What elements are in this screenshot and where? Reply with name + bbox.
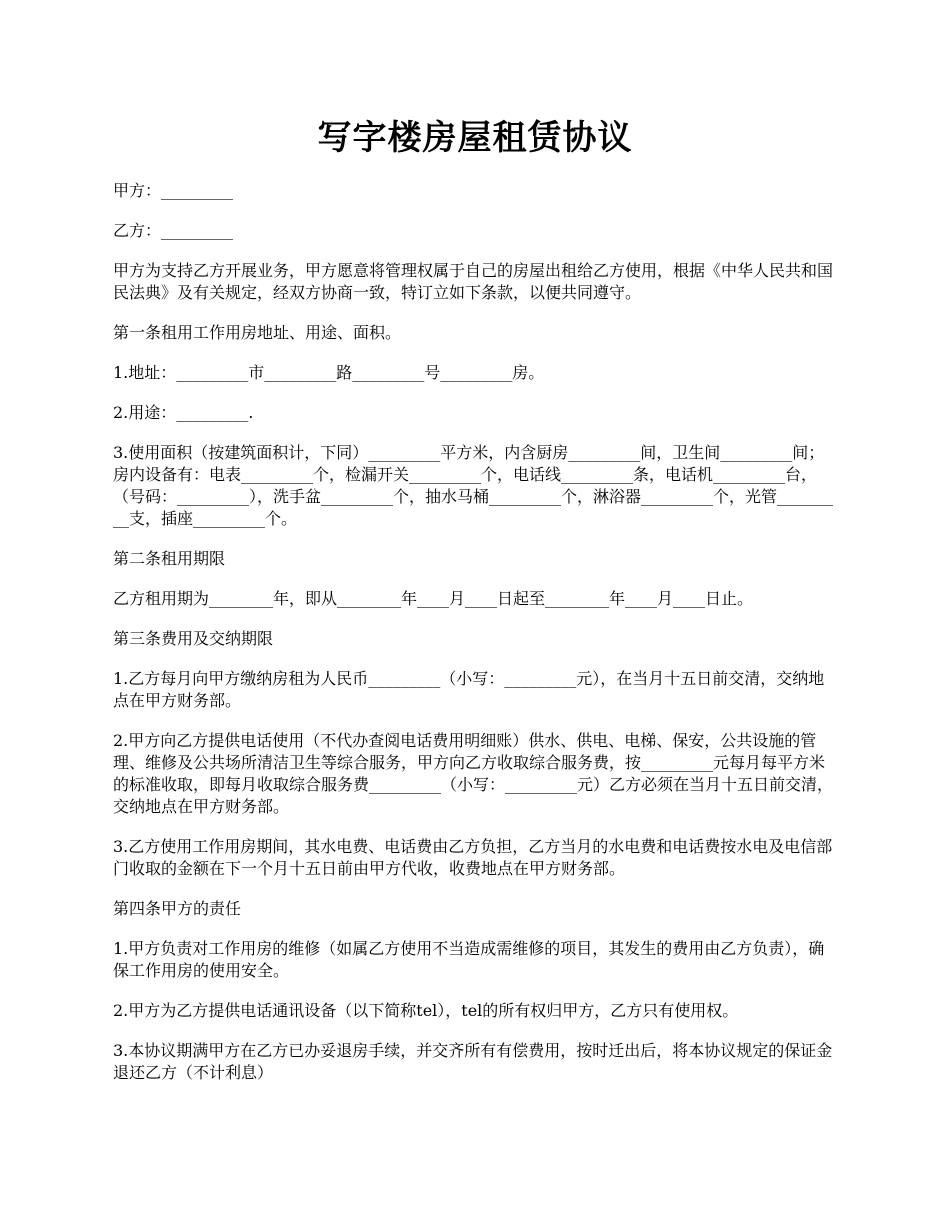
- article-1-clause-2: 2.用途：_________.: [113, 403, 254, 422]
- party-a-line: 甲方：_________: [113, 181, 234, 200]
- article-3-clause-1: 1.乙方每月向甲方缴纳房租为人民币_________（小写：_________元），在当月十五日前交清，交纳地点在甲方财务部。: [113, 669, 825, 710]
- article-4-clause-3: 3.本协议期满甲方在乙方已办妥退房手续，并交齐所有有偿费用，按时迁出后，将本协议规定的保证金退还乙方（不计利息）: [113, 1041, 833, 1082]
- document-body: [113, 180, 838, 1102]
- article-4-clause-1: 1.甲方负责对工作用房的维修（如属乙方使用不当造成需维修的项目，其发生的费用由乙方负责），确保工作用房的使用安全。: [113, 939, 825, 980]
- party-b-line: 乙方：_________: [113, 221, 234, 240]
- document-title: 写字楼房屋租赁协议: [317, 118, 633, 158]
- article-1-clause-3: 3.使用面积（按建筑面积计，下同）_________平方米，内含厨房_________间，卫生间_________间；房内设备有：电表_________个，检漏开关_________个，电话线_________条，电话机_________台，（号码：_________），洗手盆_________个，抽水马桶_________个，淋浴器_________个，光管_________支，插座_________个。: [113, 443, 834, 528]
- article-3-heading: 第三条费用及交纳期限: [113, 629, 274, 648]
- article-3-clause-3: 3.乙方使用工作用房期间，其水电费、电话费由乙方负担，乙方当月的水电费和电话费按水电及电信部门收取的金额在下一个月十五日前由甲方代收，收费地点在甲方财务部。: [113, 837, 833, 878]
- article-1-clause-1: 1.地址：_________市_________路_________号_________房。: [113, 363, 545, 382]
- article-1-heading: 第一条租用工作用房地址、用途、面积。: [113, 323, 402, 342]
- article-2-heading: 第二条租用期限: [113, 549, 226, 568]
- article-3-clause-2: 2.甲方向乙方提供电话使用（不代办查阅电话费用明细账）供水、供电、电梯、保安，公共设施的管理、维修及公共场所清洁卫生等综合服务，甲方向乙方收取综合服务费，按_________元每月每平方米的标准收取，即每月收取综合服务费_________（小写：_________元）乙方必须在当月十五日前交清，交纳地点在甲方财务部。: [113, 731, 834, 816]
- article-4-heading: 第四条甲方的责任: [113, 899, 242, 918]
- article-4-clause-2: 2.甲方为乙方提供电话通讯设备（以下简称tel），tel的所有权归甲方，乙方只有使用权。: [113, 1001, 739, 1020]
- article-2-clause: 乙方租用期为________年，即从________年____月____日起至________年____月____日止。: [113, 589, 754, 608]
- preamble-paragraph: 甲方为支持乙方开展业务，甲方愿意将管理权属于自己的房屋出租给乙方使用，根据《中华人民共和国民法典》及有关规定，经双方协商一致，特订立如下条款，以便共同遵守。: [113, 261, 834, 302]
